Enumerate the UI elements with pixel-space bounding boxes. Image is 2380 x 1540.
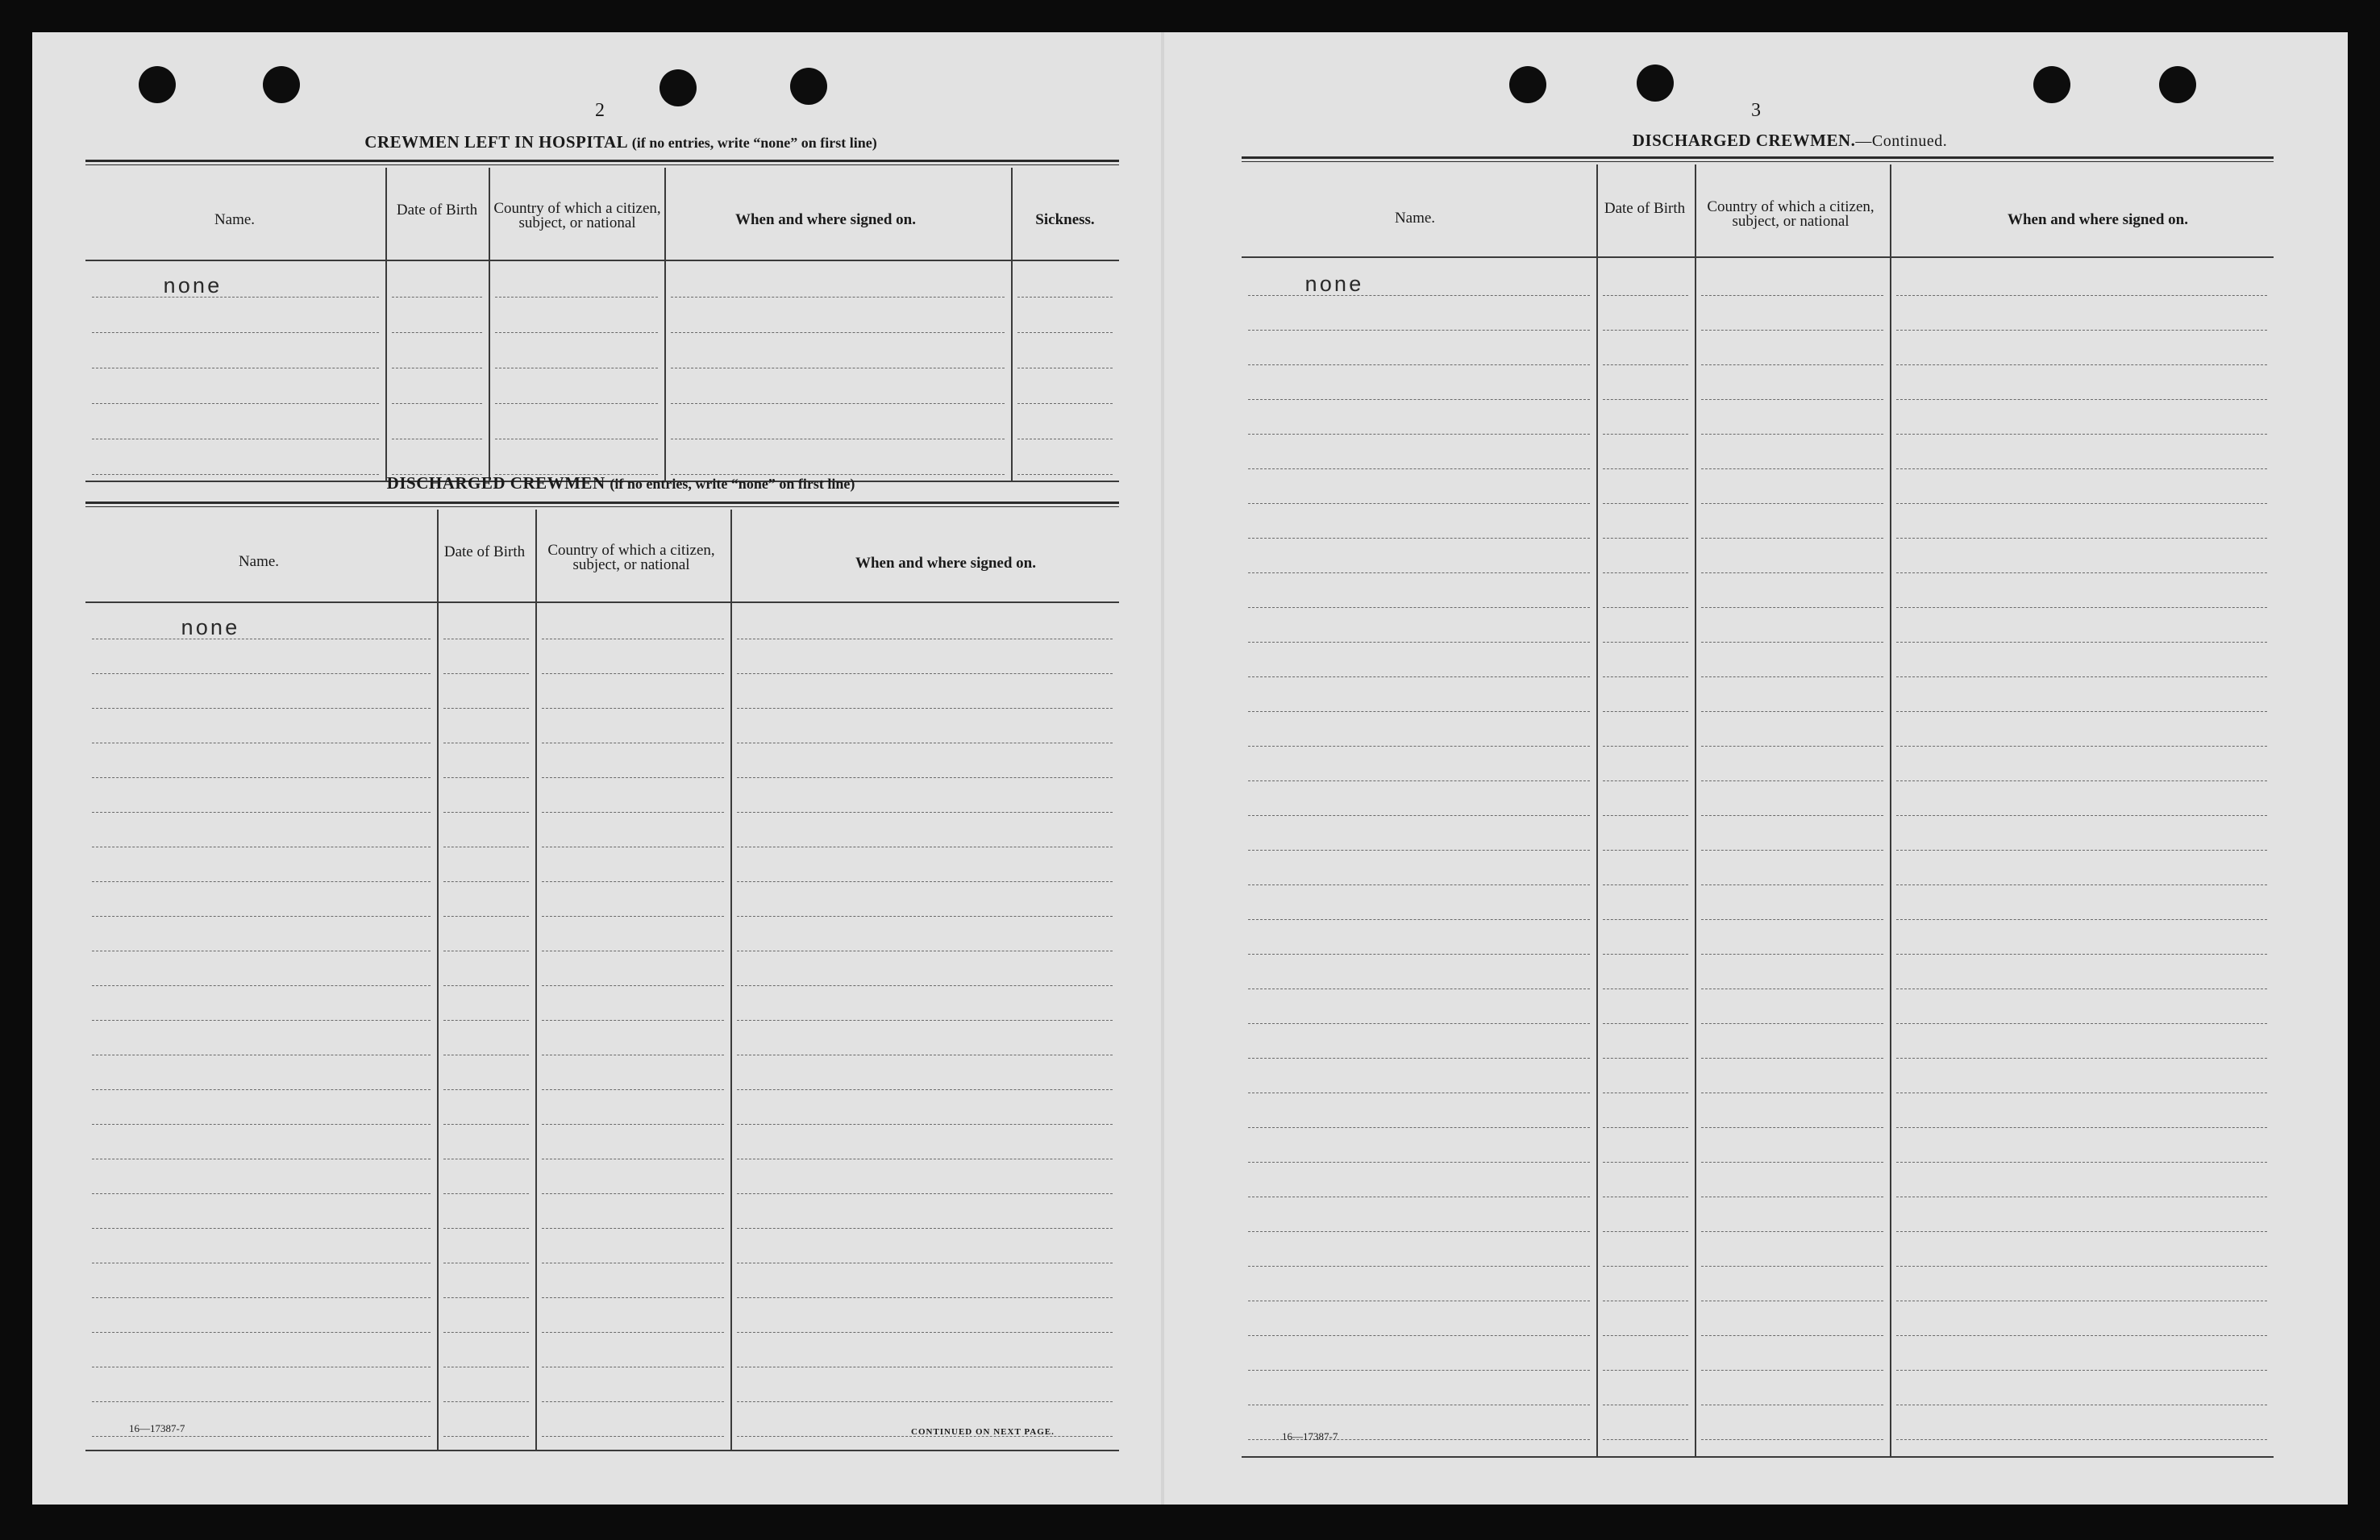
entry-line <box>542 812 724 813</box>
entry-line <box>542 881 724 882</box>
entry-line <box>443 1297 529 1298</box>
entry-line <box>443 1401 529 1402</box>
entry-line <box>1896 572 2267 573</box>
entry-line <box>1603 364 1688 365</box>
column-divider <box>1890 164 1891 1456</box>
entry-line <box>1603 1023 1688 1024</box>
discharged-entry: none <box>181 618 239 642</box>
entry-line <box>443 708 529 709</box>
column-divider <box>1011 168 1013 481</box>
entry-line <box>542 1401 724 1402</box>
entry-line <box>1017 297 1113 298</box>
entry-line <box>1248 364 1590 365</box>
entry-line <box>542 1020 724 1021</box>
entry-line <box>1896 676 2267 677</box>
entry-line <box>542 1332 724 1333</box>
entry-line <box>92 1436 431 1437</box>
entry-line <box>737 812 1113 813</box>
punch-hole <box>1637 65 1674 102</box>
entry-line <box>1603 642 1688 643</box>
punch-hole <box>2033 66 2070 103</box>
entry-line <box>1701 607 1883 608</box>
entry-line <box>1603 919 1688 920</box>
entry-line <box>1603 954 1688 955</box>
entry-line <box>392 297 482 298</box>
entry-line <box>1896 1023 2267 1024</box>
page-fold <box>1161 32 1164 1505</box>
entry-line <box>1603 538 1688 539</box>
entry-line <box>1896 780 2267 781</box>
entry-line <box>1248 954 1590 955</box>
entry-line <box>1701 468 1883 469</box>
punch-hole <box>659 69 697 106</box>
entry-line <box>671 332 1005 333</box>
entry-line <box>737 881 1113 882</box>
entry-line <box>1603 711 1688 712</box>
entry-line <box>1248 850 1590 851</box>
entry-line <box>1701 1266 1883 1267</box>
entry-line <box>1701 642 1883 643</box>
entry-line <box>1701 746 1883 747</box>
punch-hole <box>790 68 827 105</box>
entry-line <box>1701 364 1883 365</box>
entry-line <box>1701 919 1883 920</box>
entry-line <box>1896 815 2267 816</box>
entry-line <box>92 1193 431 1194</box>
entry-line <box>1896 330 2267 331</box>
punch-hole <box>263 66 300 103</box>
entry-line <box>1248 1370 1590 1371</box>
entry-line <box>1896 1370 2267 1371</box>
entry-line <box>1896 468 2267 469</box>
entry-line <box>92 1332 431 1333</box>
entry-line <box>1701 572 1883 573</box>
entry-line <box>1248 538 1590 539</box>
discharged-continued-entry: none <box>1304 274 1363 298</box>
entry-line <box>443 812 529 813</box>
col-country-header: Country of which a citizen, subject, or national <box>547 542 715 573</box>
entry-line <box>1603 1162 1688 1163</box>
entry-line <box>737 1297 1113 1298</box>
continued-title-suffix: —Continued. <box>1855 132 1948 150</box>
entry-line <box>1603 780 1688 781</box>
discharged-section-title <box>274 473 967 493</box>
discharged-table-left <box>85 502 1119 1453</box>
entry-line <box>92 673 431 674</box>
entry-line <box>443 1193 529 1194</box>
entry-line <box>1248 399 1590 400</box>
entry-line <box>542 916 724 917</box>
entry-line <box>443 1124 529 1125</box>
entry-line <box>1896 607 2267 608</box>
entry-line <box>1896 1058 2267 1059</box>
continued-title-text: DISCHARGED CREWMEN. <box>1632 131 1856 150</box>
bottom-rule <box>85 1450 1119 1451</box>
discharged-table-right <box>1242 156 2274 1466</box>
entry-line <box>542 1193 724 1194</box>
entry-line <box>1896 954 2267 955</box>
entry-line <box>1603 1439 1688 1440</box>
page-number: 2 <box>595 100 605 121</box>
entry-line <box>737 1401 1113 1402</box>
hospital-title-note: (if no entries, write “none” on first line) <box>631 135 877 151</box>
entry-line <box>1248 642 1590 643</box>
entry-line <box>92 1401 431 1402</box>
entry-line <box>92 1228 431 1229</box>
entry-line <box>737 1020 1113 1021</box>
entry-line <box>1701 676 1883 677</box>
col-country-header: Country of which a citizen, subject, or national <box>1707 198 1874 230</box>
entry-line <box>542 985 724 986</box>
entry-line <box>1896 850 2267 851</box>
entry-line <box>737 673 1113 674</box>
entry-line <box>1248 1231 1590 1232</box>
col-name-header: Name. <box>1394 210 1436 227</box>
entry-line <box>443 916 529 917</box>
entry-line <box>1248 884 1590 885</box>
col-name-header: Name. <box>238 553 280 570</box>
form-number: 16—17387-7 <box>1282 1430 1338 1442</box>
column-divider <box>1695 164 1696 1456</box>
entry-line <box>1248 815 1590 816</box>
col-signed-header: When and where signed on. <box>734 211 916 228</box>
entry-line <box>1603 850 1688 851</box>
entry-line <box>1248 1127 1590 1128</box>
column-divider <box>535 510 537 1450</box>
entry-line <box>1603 1370 1688 1371</box>
punch-hole <box>2159 66 2196 103</box>
col-signed-header: When and where signed on. <box>855 555 1036 572</box>
entry-line <box>443 985 529 986</box>
entry-line <box>542 708 724 709</box>
entry-line <box>1896 884 2267 885</box>
entry-line <box>1896 295 2267 296</box>
entry-line <box>1603 295 1688 296</box>
entry-line <box>1896 503 2267 504</box>
entry-line <box>1701 1023 1883 1024</box>
entry-line <box>495 403 658 404</box>
entry-line <box>443 1020 529 1021</box>
entry-line <box>443 673 529 674</box>
entry-line <box>1603 815 1688 816</box>
col-dob-header: Date of Birth <box>443 543 526 560</box>
punch-hole <box>139 66 176 103</box>
entry-line <box>1896 1439 2267 1440</box>
entry-line <box>1603 607 1688 608</box>
entry-line <box>1701 330 1883 331</box>
entry-line <box>1248 676 1590 677</box>
entry-line <box>495 297 658 298</box>
entry-line <box>92 777 431 778</box>
entry-line <box>1248 607 1590 608</box>
entry-line <box>1603 1266 1688 1267</box>
entry-line <box>1017 403 1113 404</box>
entry-line <box>443 777 529 778</box>
entry-line <box>737 916 1113 917</box>
entry-line <box>1603 330 1688 331</box>
entry-line <box>1896 538 2267 539</box>
entry-line <box>1603 434 1688 435</box>
entry-line <box>1701 954 1883 955</box>
entry-line <box>1701 780 1883 781</box>
entry-line <box>671 403 1005 404</box>
entry-line <box>1248 746 1590 747</box>
entry-line <box>1248 295 1590 296</box>
discharged-continued-title <box>1451 131 2128 151</box>
entry-line <box>1603 676 1688 677</box>
entry-line <box>542 777 724 778</box>
entry-line <box>92 708 431 709</box>
entry-line <box>1603 468 1688 469</box>
entry-line <box>1701 1439 1883 1440</box>
entry-line <box>1248 919 1590 920</box>
entry-line <box>1248 330 1590 331</box>
entry-line <box>443 1228 529 1229</box>
hospital-title-text: CREWMEN LEFT IN HOSPITAL <box>364 132 627 152</box>
entry-line <box>737 1332 1113 1333</box>
entry-line <box>1603 746 1688 747</box>
entry-line <box>1896 1335 2267 1336</box>
entry-line <box>92 1089 431 1090</box>
entry-line <box>737 1193 1113 1194</box>
entry-line <box>542 1436 724 1437</box>
col-sickness-header: Sickness. <box>1035 211 1095 228</box>
entry-line <box>1248 711 1590 712</box>
document-sheet <box>32 32 2348 1505</box>
col-name-header: Name. <box>214 211 256 228</box>
header-rule <box>85 601 1119 603</box>
column-divider <box>437 510 439 1450</box>
entry-line <box>92 881 431 882</box>
entry-line <box>671 297 1005 298</box>
entry-line <box>1248 1266 1590 1267</box>
entry-line <box>1248 503 1590 504</box>
entry-line <box>1701 1162 1883 1163</box>
entry-line <box>1701 1370 1883 1371</box>
entry-line <box>443 1436 529 1437</box>
entry-line <box>92 403 379 404</box>
entry-line <box>1603 1335 1688 1336</box>
entry-line <box>92 332 379 333</box>
entry-line <box>92 916 431 917</box>
entry-line <box>1248 1162 1590 1163</box>
entry-line <box>1248 1058 1590 1059</box>
entry-line <box>1701 399 1883 400</box>
entry-line <box>1701 1231 1883 1232</box>
entry-line <box>737 1089 1113 1090</box>
entry-line <box>737 708 1113 709</box>
entry-line <box>92 1124 431 1125</box>
entry-line <box>92 297 379 298</box>
discharged-title-note: (if no entries, write “none” on first line) <box>610 476 855 492</box>
col-country-header: Country of which a citizen, subject, or national <box>493 200 661 231</box>
entry-line <box>1701 503 1883 504</box>
continued-note: CONTINUED ON NEXT PAGE. <box>911 1427 1055 1437</box>
entry-line <box>1701 850 1883 851</box>
entry-line <box>1896 642 2267 643</box>
entry-line <box>92 812 431 813</box>
hospital-section-title <box>274 132 967 152</box>
entry-line <box>1248 572 1590 573</box>
form-number: 16—17387-7 <box>129 1422 185 1434</box>
entry-line <box>1603 1127 1688 1128</box>
entry-line <box>1603 1058 1688 1059</box>
entry-line <box>1896 1231 2267 1232</box>
entry-line <box>92 985 431 986</box>
entry-line <box>1701 711 1883 712</box>
hospital-entry: none <box>163 276 222 300</box>
punch-hole <box>1509 66 1546 103</box>
entry-line <box>1017 332 1113 333</box>
entry-line <box>1701 1058 1883 1059</box>
entry-line <box>1896 1266 2267 1267</box>
entry-line <box>1248 468 1590 469</box>
entry-line <box>1603 572 1688 573</box>
entry-line <box>1017 474 1113 475</box>
column-divider <box>489 168 490 481</box>
column-divider <box>385 168 387 481</box>
entry-line <box>542 1124 724 1125</box>
entry-line <box>1896 711 2267 712</box>
entry-line <box>1701 295 1883 296</box>
entry-line <box>1603 884 1688 885</box>
entry-line <box>1603 503 1688 504</box>
column-divider <box>730 510 732 1450</box>
header-rule <box>1242 256 2274 258</box>
entry-line <box>542 673 724 674</box>
discharged-title-text: DISCHARGED CREWMEN <box>386 473 605 493</box>
entry-line <box>1248 1023 1590 1024</box>
entry-line <box>392 332 482 333</box>
entry-line <box>1896 399 2267 400</box>
column-divider <box>1596 164 1598 1456</box>
entry-line <box>737 1228 1113 1229</box>
entry-line <box>495 332 658 333</box>
entry-line <box>1896 1127 2267 1128</box>
entry-line <box>1701 538 1883 539</box>
entry-line <box>1896 746 2267 747</box>
entry-line <box>1248 780 1590 781</box>
page-number: 3 <box>1751 100 1761 121</box>
header-rule <box>85 260 1119 261</box>
entry-line <box>542 1228 724 1229</box>
entry-line <box>1896 1162 2267 1163</box>
entry-line <box>1896 434 2267 435</box>
entry-line <box>737 985 1113 986</box>
hospital-table <box>85 160 1119 482</box>
entry-line <box>1701 1127 1883 1128</box>
entry-line <box>92 1297 431 1298</box>
entry-line <box>443 881 529 882</box>
entry-line <box>737 777 1113 778</box>
col-signed-header: When and where signed on. <box>2007 211 2188 228</box>
entry-line <box>92 1020 431 1021</box>
entry-line <box>443 1332 529 1333</box>
col-dob-header: Date of Birth <box>396 202 478 219</box>
entry-line <box>1701 815 1883 816</box>
column-divider <box>664 168 666 481</box>
col-dob-header: Date of Birth <box>1604 200 1686 217</box>
entry-line <box>542 1089 724 1090</box>
entry-line <box>1248 1335 1590 1336</box>
bottom-rule <box>1242 1456 2274 1458</box>
entry-line <box>1701 884 1883 885</box>
entry-line <box>443 1089 529 1090</box>
entry-line <box>1896 364 2267 365</box>
entry-line <box>1701 434 1883 435</box>
entry-line <box>1701 1335 1883 1336</box>
entry-line <box>392 403 482 404</box>
entry-line <box>1603 399 1688 400</box>
entry-line <box>1603 1231 1688 1232</box>
entry-line <box>737 1124 1113 1125</box>
entry-line <box>542 1297 724 1298</box>
entry-line <box>1248 434 1590 435</box>
entry-line <box>1896 919 2267 920</box>
